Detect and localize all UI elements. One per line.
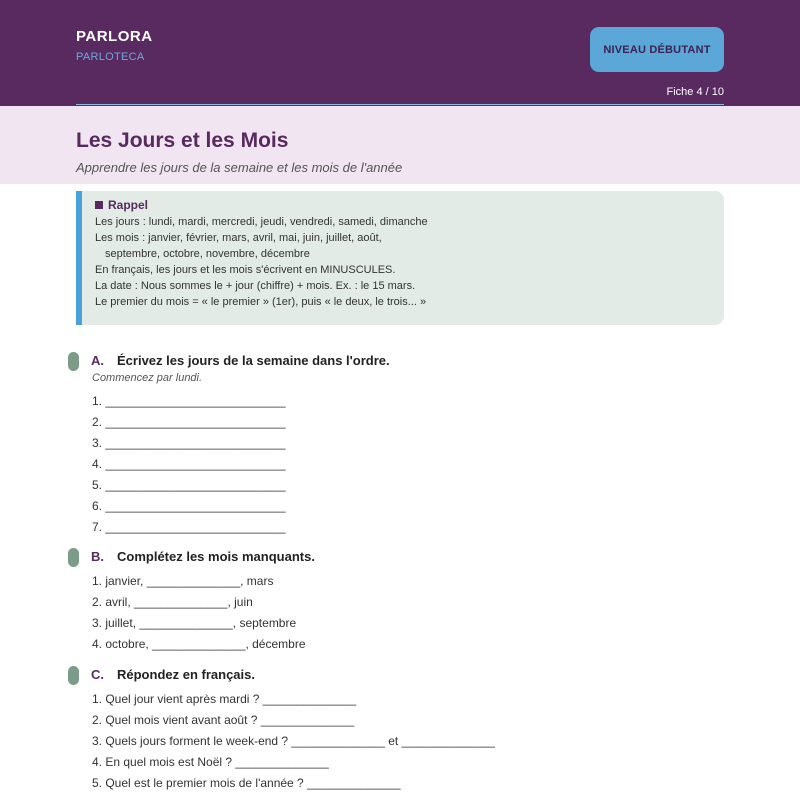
rappel-line: Les jours : lundi, mardi, mercredi, jeudi, vendredi, samedi, dimanche [95,216,428,228]
brand-name: PARLORA [76,28,153,45]
header-divider [76,104,724,105]
rappel-box [76,191,724,325]
rappel-heading [95,197,724,212]
sheet-number: Fiche 4 / 10 [666,86,724,98]
answer-line[interactable]: 5. Quel est le premier mois de l'année ? ______________ [92,776,401,790]
rappel-title: Rappel [108,197,149,212]
section-marker [68,548,79,567]
level-badge: NIVEAU DÉBUTANT [590,27,724,72]
answer-line[interactable]: 7. ___________________________ [92,520,286,534]
rappel-line: septembre, octobre, novembre, décembre [105,248,310,260]
section-letter: B. [91,549,104,564]
answer-line[interactable]: 3. juillet, ______________, septembre [92,616,297,630]
section-marker [68,666,79,685]
header-bar [0,0,800,106]
page-title: Les Jours et les Mois [76,129,289,152]
answer-line[interactable]: 3. ___________________________ [92,436,286,450]
answer-line[interactable]: 3. Quels jours forment le week-end ? ______________ et ______________ [92,734,495,748]
answer-line[interactable]: 2. ___________________________ [92,415,286,429]
page-subtitle: Apprendre les jours de la semaine et les mois de l'année [76,160,403,175]
section-marker [68,352,79,371]
rappel-line: Les mois : janvier, février, mars, avril, mai, juin, juillet, août, [95,232,382,244]
section-hint: Commencez par lundi. [92,372,203,384]
rappel-line: La date : Nous sommes le + jour (chiffre) + mois. Ex. : le 15 mars. [95,280,416,292]
section-heading [91,667,255,682]
brand-subtitle: PARLOTECA [76,51,145,63]
answer-line[interactable]: 2. avril, ______________, juin [92,595,253,609]
square-bullet-icon [95,201,103,209]
answer-line[interactable]: 4. ___________________________ [92,457,286,471]
section-title: Complétez les mois manquants. [117,549,315,564]
answer-line[interactable]: 4. En quel mois est Noël ? ______________ [92,755,329,769]
section-heading [91,549,315,564]
section-letter: C. [91,667,104,682]
section-title: Écrivez les jours de la semaine dans l'ordre. [117,353,390,368]
section-letter: A. [91,353,104,368]
answer-line[interactable]: 4. octobre, ______________, décembre [92,637,306,651]
answer-line[interactable]: 1. janvier, ______________, mars [92,574,274,588]
section-title: Répondez en français. [117,667,255,682]
answer-line[interactable]: 1. Quel jour vient après mardi ? ______________ [92,692,357,706]
rappel-line: En français, les jours et les mois s'écrivent en MINUSCULES. [95,264,396,276]
answer-line[interactable]: 2. Quel mois vient avant août ? ______________ [92,713,355,727]
section-heading [91,353,390,368]
answer-line[interactable]: 5. ___________________________ [92,478,286,492]
answer-line[interactable]: 1. ___________________________ [92,394,286,408]
answer-line[interactable]: 6. ___________________________ [92,499,286,513]
rappel-line: Le premier du mois = « le premier » (1er), puis « le deux, le trois... » [95,296,427,308]
